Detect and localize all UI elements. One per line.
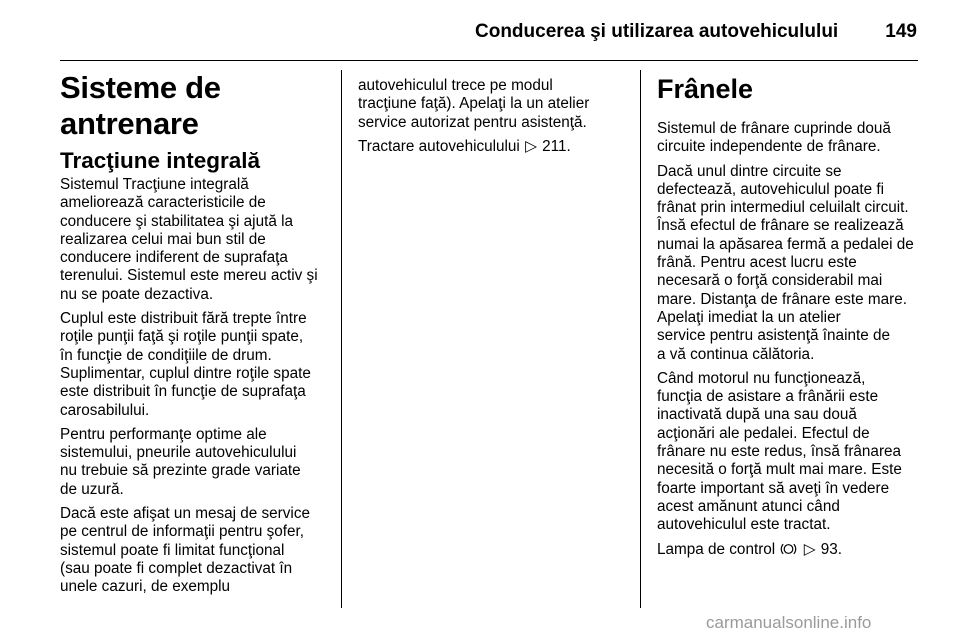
watermark: carmanualsonline.info [706,613,872,632]
text-line: Pentru performanţe optime ale [60,425,267,443]
column-middle [358,77,632,162]
text-line: frânat prin intermediul celuilalt circuit. [657,199,909,217]
cross-reference [657,541,925,559]
text-line: necesară o forţă considerabil mai [657,272,883,290]
text-line: Sistemul de frânare cuprinde două [657,120,891,137]
text-line: este distribuit în funcţie de suprafaţa [60,383,306,401]
text-line: numai la apăsarea fermă a pedalei de [657,235,914,253]
paragraph [657,163,925,364]
column-divider-2 [640,70,641,608]
text-line: sistemului, pneurile autovehiculului [60,444,297,462]
text-line: tracţiune faţă). Apelaţi la un atelier [358,95,590,113]
text-line: Când motorul nu funcţionează, [657,369,866,387]
text-line: frânare nu este redus, însă frânarea [657,443,902,461]
paragraph [60,505,332,596]
text-line: a vă continua călătoria. [657,345,815,363]
text-line: Sistemul Tracţiune integrală [60,176,249,193]
text-line: foarte important să aveţi în vedere [657,479,890,497]
text-line: carosabilului. [60,401,150,419]
text-line: unele cazuri, de exemplu [60,578,231,596]
subsection-heading: Tracţiune integrală [60,148,261,173]
header-rule [60,60,918,61]
paragraph [657,120,925,157]
text-line: ameliorează caracteristicile de [60,194,266,212]
text-line: circuite independente de frânare. [657,138,881,156]
text-line: pe centrul de informaţii pentru şofer, [60,523,305,541]
running-header-title: Conducerea şi utilizarea autovehiculului [475,21,839,42]
text-line: autovehiculul trece pe modul [358,77,553,94]
text-line: Dacă unul dintre circuite se [657,162,842,180]
text-line: service pentru asistenţă înainte de [657,327,890,345]
text-line: service autorizat pentru asistenţă. [358,113,587,131]
cross-reference [358,138,632,156]
text-line: Apelaţi imediat la un atelier [657,308,841,326]
text-line: Dacă este afişat un mesaj de service [60,505,310,523]
lamp-reference-page[interactable]: 93. [820,540,842,558]
text-line: Suplimentar, cuplul dintre roţile spate [60,364,311,382]
paragraph [358,77,632,132]
brake-warning-icon [780,541,797,559]
text-line: acest amănunt atunci când [657,497,840,515]
paragraph [60,176,332,304]
text-line: Însă efectul de frânare se realizează [657,217,904,235]
column-right [657,70,925,565]
text-line: conducere indiferent de suprafaţa [60,249,288,267]
text-line: necesită o forţă mult mai mare. Este [657,461,902,479]
text-line: realizarea celui mai bun stil de [60,230,266,248]
towing-reference-text: Tractare autovehiculului [358,137,520,155]
text-line: frână. Pentru acest lucru este [657,254,857,272]
text-line: funcţia de asistare a frânării este [657,388,879,406]
text-line: în funcţie de condiţiile de drum. [60,346,272,364]
section-heading: Sisteme de antrenare [60,70,221,141]
towing-reference-page[interactable]: 211. [542,137,571,155]
text-line: Cuplul este distribuit fără trepte între [60,310,307,328]
text-line: roţile punţii faţă şi roţile punţii spate, [60,328,304,346]
text-line: defectează, autovehiculul poate fi [657,180,885,198]
paragraph [657,370,925,535]
text-line: de uzură. [60,480,124,498]
text-line: inactivată după una sau două [657,406,857,424]
text-line: (sau poate fi complet dezactivat în [60,559,293,577]
text-line: nu trebuie să prezinte grade variate [60,462,301,480]
section-heading: Frânele [657,74,754,104]
column-left [60,70,332,603]
text-line: terenului. Sistemul este mereu activ şi [60,267,318,285]
page-reference-arrow-icon: ▷ [525,137,537,155]
text-line: conducere şi stabilitatea şi ajută la [60,212,293,230]
page-reference-arrow-icon: ▷ [803,540,816,558]
lamp-reference-text: Lampa de control [657,540,776,558]
paragraph [60,426,332,499]
text-line: nu se poate dezactiva. [60,285,214,303]
text-line: acţionări ale pedalei. Efectul de [657,424,870,442]
column-divider-1 [341,70,342,608]
page-number: 149 [885,21,917,42]
paragraph [60,310,332,420]
text-line: autovehiculul este tractat. [657,516,831,534]
text-line: mare. Distanţa de frânare este mare. [657,290,907,308]
text-line: sistemul poate fi limitat funcţional [60,541,285,559]
